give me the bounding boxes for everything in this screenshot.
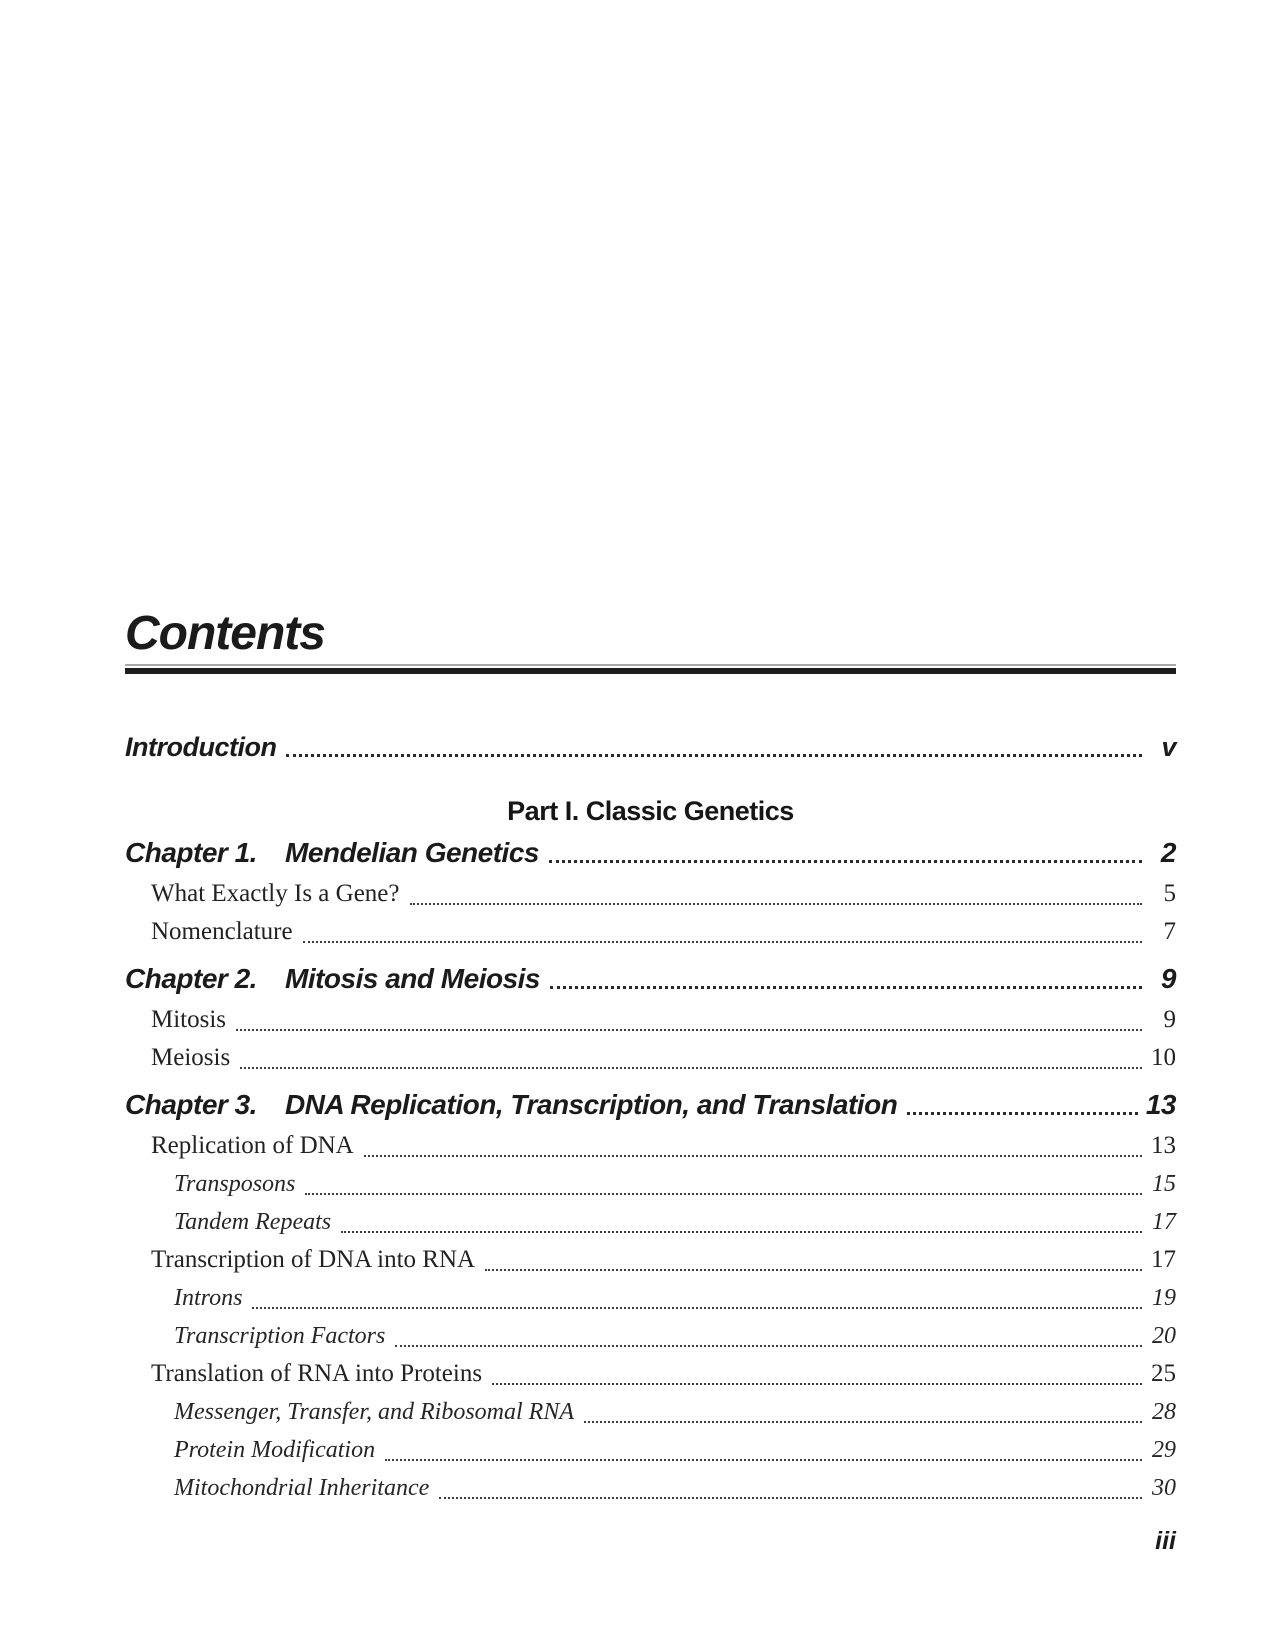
dot-leader <box>236 1029 1142 1031</box>
page-number: 20 <box>1152 1323 1176 1349</box>
toc-entry-subsub <box>125 1431 1176 1469</box>
toc-entry-sub <box>125 1001 1176 1039</box>
entry-label: Transcription of DNA into RNA <box>151 1246 476 1273</box>
entry-label: What Exactly Is a Gene? <box>151 880 400 907</box>
entry-label: Introns <box>174 1285 243 1311</box>
entry-label: Protein Modification <box>174 1437 376 1463</box>
page-number: 7 <box>1163 918 1176 945</box>
toc-entry-introduction <box>125 728 1176 766</box>
page-title: Contents <box>125 607 325 660</box>
chapter-number: Chapter 1. <box>125 837 257 868</box>
dot-leader <box>240 1067 1142 1069</box>
dot-leader <box>252 1307 1142 1309</box>
toc-entry-subsub <box>125 1469 1176 1507</box>
entry-label: Translation of RNA into Proteins <box>151 1360 483 1387</box>
toc-entry-sub <box>125 875 1176 913</box>
dot-leader <box>485 1269 1142 1271</box>
page-number: 28 <box>1152 1399 1176 1425</box>
toc-entry-sub <box>125 1241 1176 1279</box>
chapter-title: DNA Replication, Transcription, and Translation <box>285 1089 898 1120</box>
chapter-number: Chapter 2. <box>125 963 257 994</box>
chapter-title: Mitosis and Meiosis <box>285 963 540 994</box>
dot-leader <box>385 1459 1142 1461</box>
entry-label: Mitochondrial Inheritance <box>174 1475 430 1501</box>
page-number: 10 <box>1151 1044 1176 1071</box>
page-number: 17 <box>1152 1209 1176 1235</box>
page-number: 25 <box>1151 1360 1176 1387</box>
page-number: 13 <box>1145 1089 1176 1120</box>
page-number: 19 <box>1152 1285 1176 1311</box>
toc-entry-sub <box>125 1039 1176 1077</box>
dot-leader <box>364 1155 1142 1157</box>
toc-entry-sub <box>125 913 1176 951</box>
page-number: 13 <box>1151 1132 1176 1159</box>
entry-label: Introduction <box>125 732 277 762</box>
toc-entry-sub <box>125 1127 1176 1165</box>
dot-leader <box>395 1345 1142 1347</box>
entry-label: Transposons <box>174 1171 296 1197</box>
dot-leader <box>341 1231 1142 1233</box>
dot-leader <box>550 986 1142 989</box>
toc-content <box>125 0 1176 1554</box>
chapter-title: Mendelian Genetics <box>285 837 539 868</box>
toc-entry-subsub <box>125 1279 1176 1317</box>
dot-leader <box>305 1193 1142 1195</box>
part-heading: Part I. Classic Genetics <box>507 796 794 826</box>
page-number: 15 <box>1152 1171 1176 1197</box>
page-number: 17 <box>1151 1246 1176 1273</box>
entry-label: Tandem Repeats <box>174 1209 332 1235</box>
toc-entry-sub <box>125 1355 1176 1393</box>
dot-leader <box>410 903 1143 905</box>
entry-label: Mitosis <box>151 1006 227 1033</box>
page-number: 9 <box>1163 1006 1176 1033</box>
chapter-number: Chapter 3. <box>125 1089 257 1120</box>
toc-entry-subsub <box>125 1203 1176 1241</box>
dot-leader <box>492 1383 1142 1385</box>
page-number: 30 <box>1152 1475 1176 1501</box>
entry-label: Nomenclature <box>151 918 293 945</box>
page-number: 2 <box>1160 837 1176 868</box>
entry-label: Meiosis <box>151 1044 231 1071</box>
toc-entry-chapter-2 <box>125 960 1176 998</box>
entry-label: Replication of DNA <box>151 1132 354 1159</box>
dot-leader <box>439 1497 1142 1499</box>
toc-entry-chapter-3 <box>125 1086 1176 1124</box>
dot-leader <box>549 860 1142 863</box>
dot-leader <box>286 754 1142 757</box>
page-folio: iii <box>1155 1527 1176 1555</box>
entry-label: Messenger, Transfer, and Ribosomal RNA <box>174 1399 575 1425</box>
page-number: 9 <box>1160 963 1176 994</box>
toc-entry-subsub <box>125 1393 1176 1431</box>
title-rule-divider <box>125 664 1176 674</box>
page-number: 29 <box>1152 1437 1176 1463</box>
entry-label: Transcription Factors <box>174 1323 386 1349</box>
toc-entry-subsub <box>125 1165 1176 1203</box>
toc-entry-chapter-1 <box>125 834 1176 872</box>
dot-leader <box>907 1112 1138 1115</box>
page-number: 5 <box>1163 880 1176 907</box>
page-number: v <box>1161 732 1176 762</box>
dot-leader <box>584 1421 1142 1423</box>
dot-leader <box>303 941 1142 943</box>
toc-entry-subsub <box>125 1317 1176 1355</box>
